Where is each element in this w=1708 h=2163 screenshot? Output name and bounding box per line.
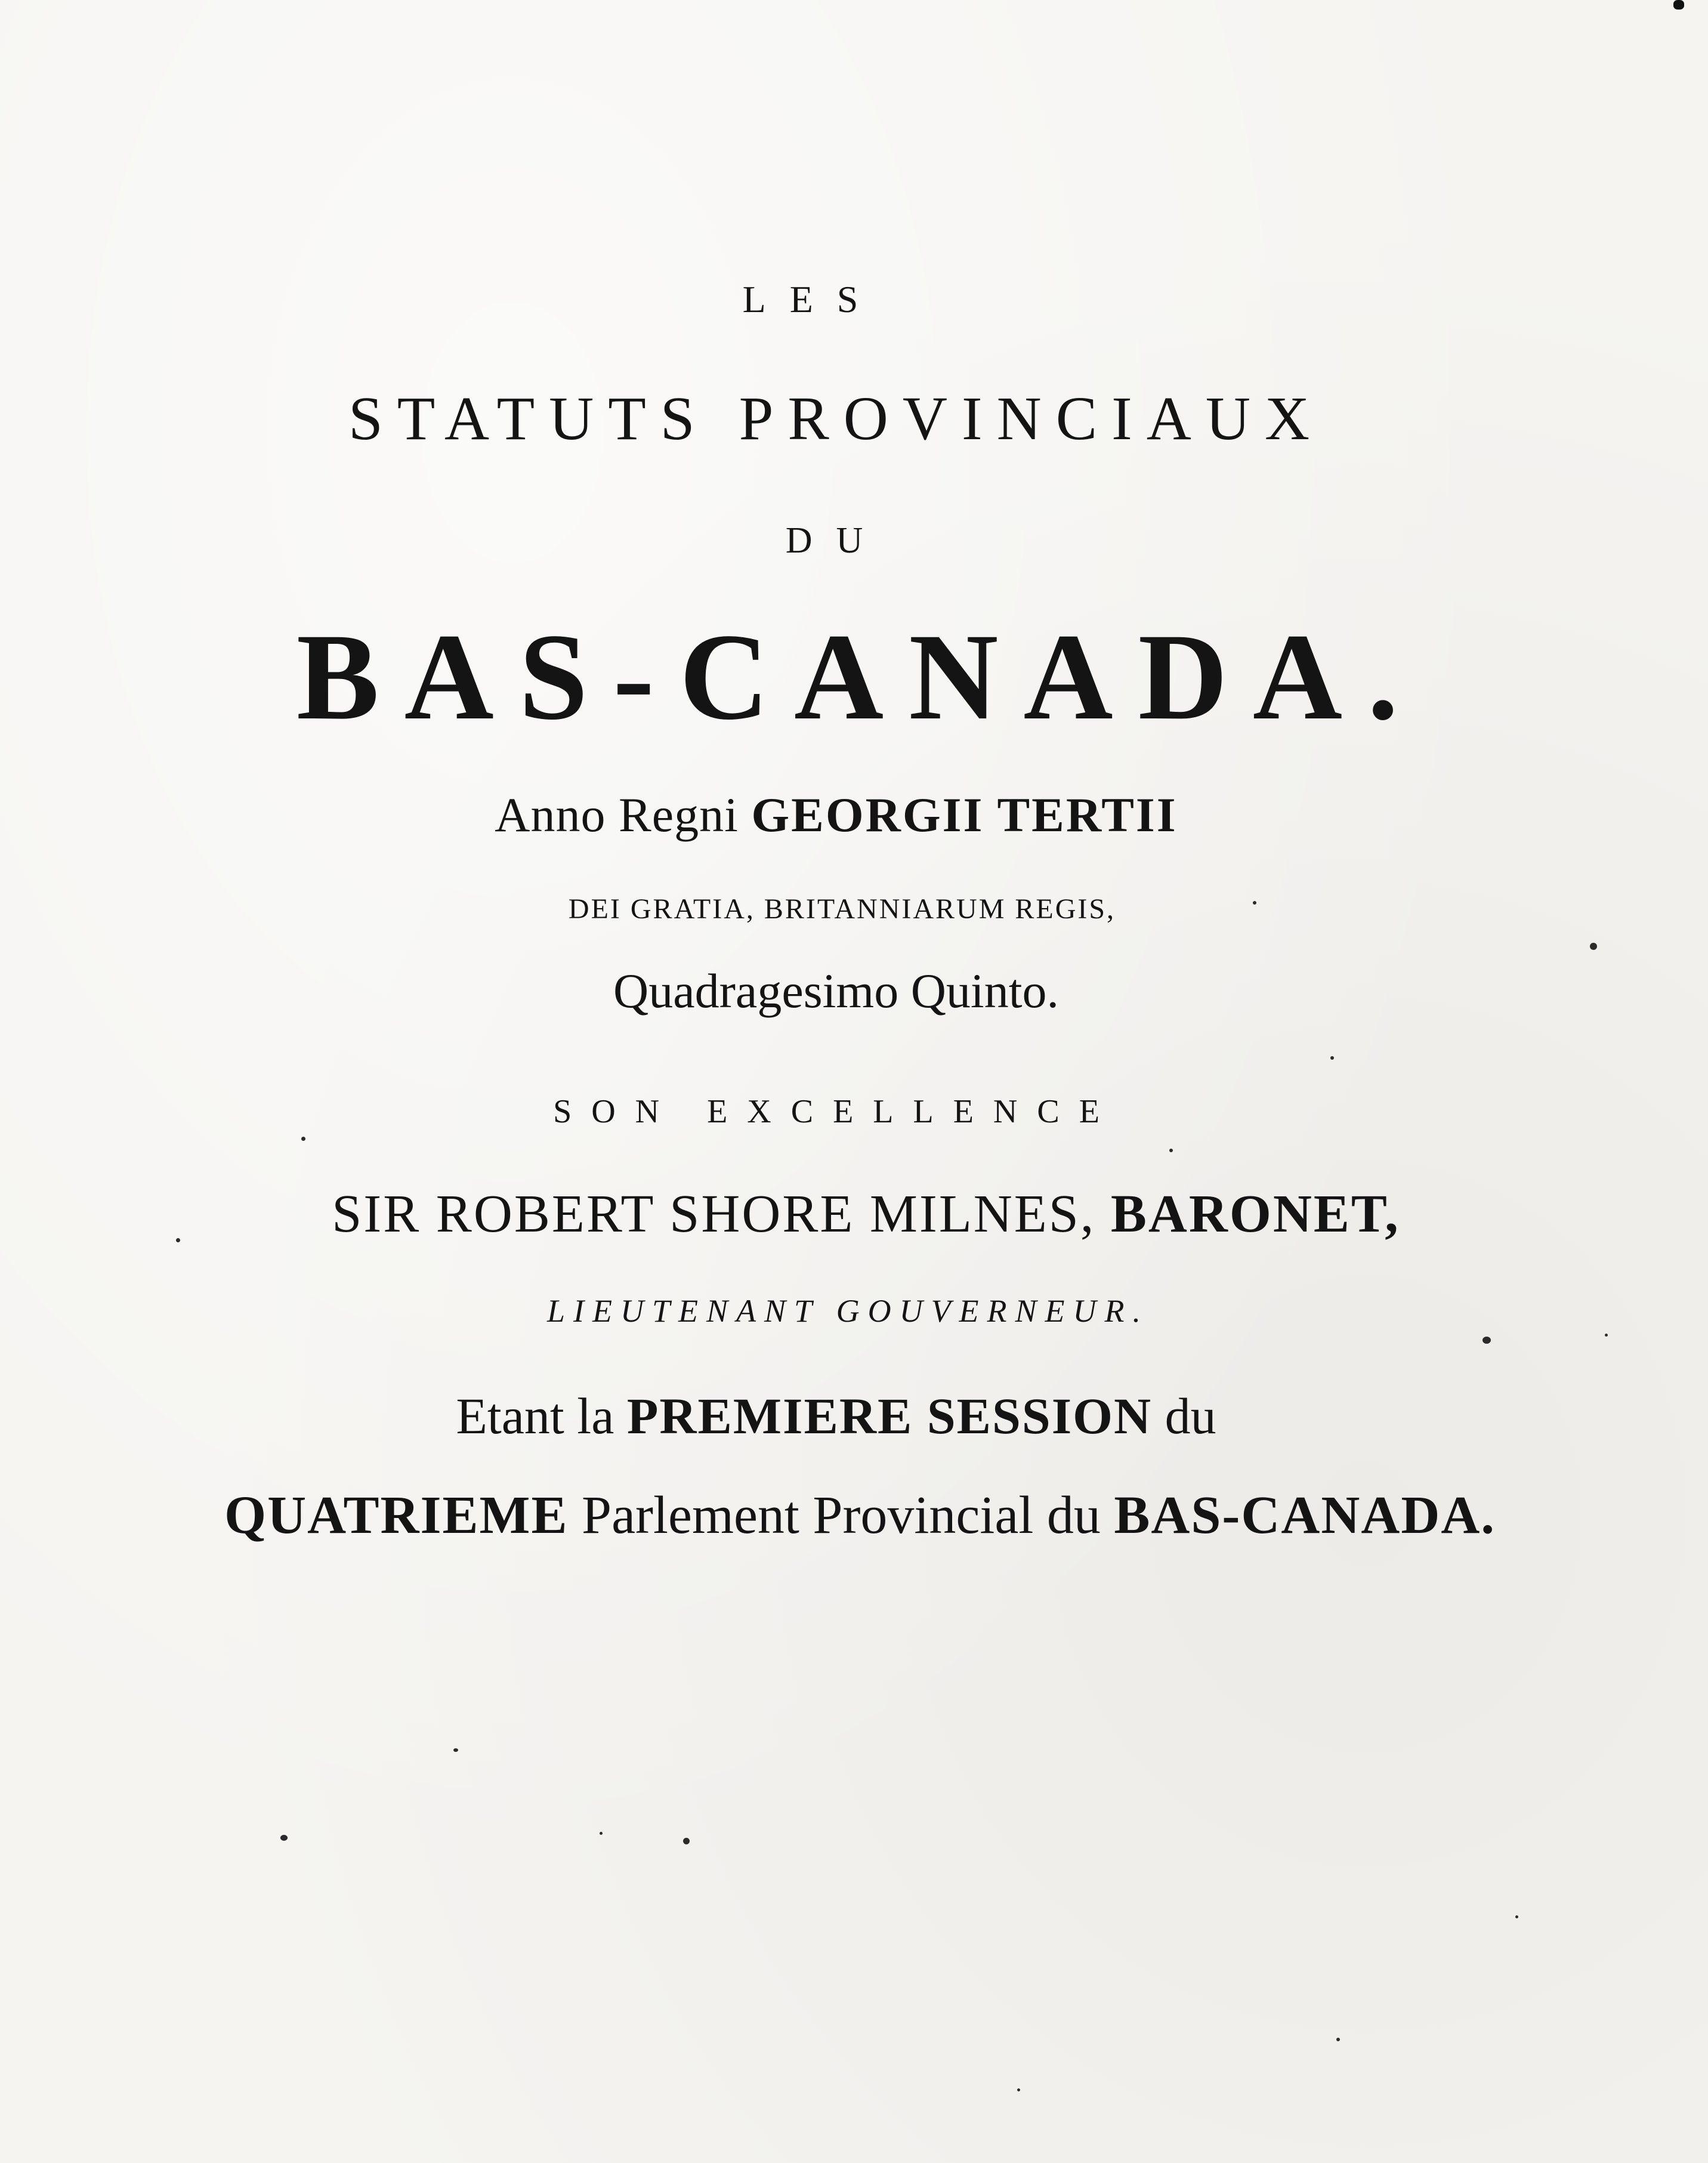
quadragesimo-line: Quadragesimo Quinto. bbox=[613, 964, 1059, 1018]
heading-les: LES bbox=[742, 278, 882, 320]
speck bbox=[1169, 1149, 1173, 1152]
quatrieme-word: QUATRIEME bbox=[224, 1486, 569, 1545]
speck bbox=[600, 1832, 603, 1835]
etant-suffix: du bbox=[1152, 1387, 1216, 1445]
speck bbox=[1253, 901, 1256, 905]
dei-gratia-line: DEI GRATIA, BRITANNIARUM REGIS, bbox=[568, 893, 1116, 925]
quatrieme-line bbox=[6, 1486, 1708, 1545]
speck bbox=[453, 1748, 458, 1752]
speck bbox=[176, 1238, 180, 1242]
speck bbox=[1515, 1915, 1518, 1918]
speck bbox=[1330, 1056, 1334, 1060]
speck bbox=[1482, 1337, 1491, 1344]
speck bbox=[1017, 2088, 1020, 2091]
heading-du: DU bbox=[785, 520, 887, 561]
ink-blot bbox=[1673, 0, 1684, 10]
speck bbox=[1590, 943, 1597, 950]
georgii-tertii-text: GEORGII TERTII bbox=[751, 788, 1178, 842]
speck bbox=[683, 1838, 690, 1844]
premiere-session: PREMIERE SESSION bbox=[626, 1387, 1153, 1445]
speck bbox=[280, 1835, 288, 1841]
speck bbox=[301, 1137, 305, 1141]
etant-line bbox=[0, 1387, 1690, 1445]
heading-bas-canada: BAS-CANADA. bbox=[296, 608, 1424, 745]
speck bbox=[1336, 2038, 1340, 2041]
speck bbox=[1605, 1334, 1608, 1337]
anno-regni-text: Anno Regni bbox=[495, 788, 752, 842]
lieutenant-gouverneur-line: LIEUTENANT GOUVERNEUR. bbox=[546, 1293, 1150, 1329]
son-excellence-line: SON EXCELLENCE bbox=[553, 1093, 1119, 1130]
anno-regni-line bbox=[0, 788, 1690, 842]
etant-prefix: Etant la bbox=[456, 1387, 627, 1445]
bas-canada-end: BAS-CANADA. bbox=[1114, 1486, 1496, 1545]
governor-name: SIR ROBERT SHORE MILNES, bbox=[332, 1184, 1111, 1244]
baronet-title: BARONET, bbox=[1110, 1184, 1400, 1244]
heading-statuts-provinciaux: STATUTS PROVINCIAUX bbox=[348, 384, 1324, 453]
parlement-provincial: Parlement Provincial du bbox=[568, 1486, 1114, 1545]
governor-name-line bbox=[12, 1184, 1708, 1244]
